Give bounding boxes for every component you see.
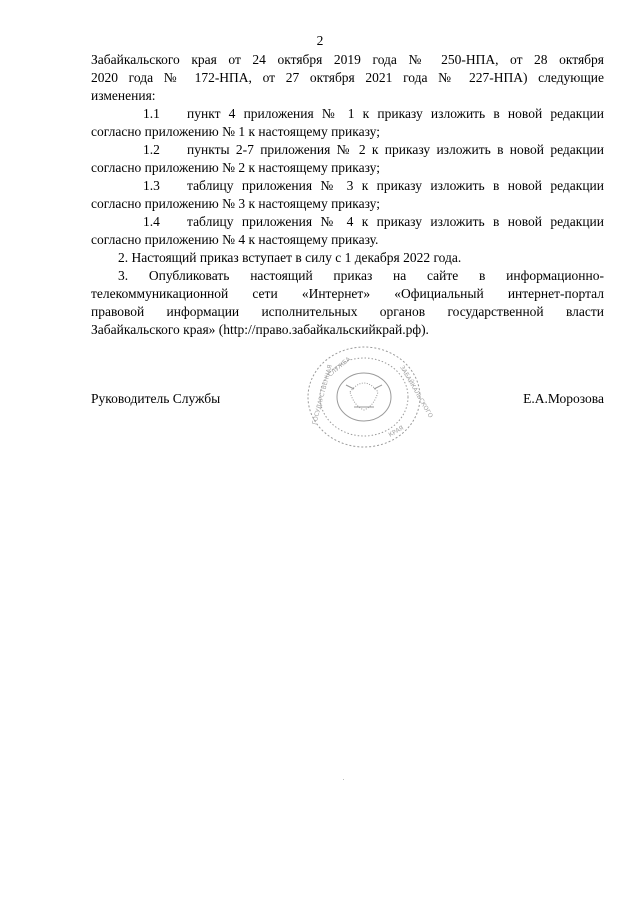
body-line	[91, 231, 604, 249]
body-line	[91, 303, 604, 321]
signatory-position: Руководитель Службы	[91, 391, 221, 406]
line-text: согласно приложению № 1 к настоящему приказу;	[91, 124, 380, 139]
signature-block	[91, 390, 604, 408]
line-text: телекоммуникационной сети «Интернет» «Официальный интернет-портал	[91, 286, 604, 301]
svg-text:СЛУЖБА: СЛУЖБА	[326, 355, 353, 379]
body-line	[91, 105, 604, 123]
page-number: 2	[316, 33, 324, 48]
line-text: таблицу приложения № 3 к приказу изложить в новой редакции	[187, 178, 604, 193]
line-text: 2. Настоящий приказ вступает в силу с 1 декабря 2022 года.	[118, 250, 462, 265]
svg-text:КРАЯ: КРАЯ	[387, 424, 405, 439]
body-line	[91, 213, 604, 231]
line-text: пункты 2-7 приложения № 2 к приказу изложить в новой редакции	[187, 142, 604, 157]
line-text: Забайкальского края от 24 октября 2019 года № 250-НПА, от 28 октября	[91, 52, 604, 67]
svg-text:ЗАБАЙКАЛЬСКОГО: ЗАБАЙКАЛЬСКОГО	[398, 364, 434, 420]
body-line	[91, 141, 604, 159]
line-text: согласно приложению № 2 к настоящему приказу;	[91, 160, 380, 175]
line-text: 2020 года № 172-НПА, от 27 октября 2021 года № 227-НПА) следующие	[91, 70, 604, 85]
item-number: 1.3	[143, 178, 160, 193]
body-line	[91, 177, 604, 195]
body-line	[91, 69, 604, 87]
body-line	[91, 87, 604, 105]
line-text: изменения:	[91, 88, 156, 103]
body-line	[91, 159, 604, 177]
body-line	[91, 249, 604, 267]
body-line	[91, 51, 604, 69]
line-text: согласно приложению № 4 к настоящему приказу.	[91, 232, 379, 247]
body-line	[91, 195, 604, 213]
line-text: правовой информации исполнительных органов государственной власти	[91, 304, 604, 319]
line-text: согласно приложению № 3 к настоящему приказу;	[91, 196, 380, 211]
item-number: 1.1	[143, 106, 160, 121]
scan-speck	[343, 779, 344, 780]
body-line	[91, 285, 604, 303]
body-line	[91, 123, 604, 141]
item-number: 1.4	[143, 214, 160, 229]
svg-text:ГОСУДАРСТВЕННАЯ: ГОСУДАРСТВЕННАЯ	[311, 364, 334, 426]
line-text: пункт 4 приложения № 1 к приказу изложить в новой редакции	[187, 106, 604, 121]
item-number: 1.2	[143, 142, 160, 157]
line-text: 3. Опубликовать настоящий приказ на сайте в информационно-	[118, 268, 604, 283]
body-line	[91, 267, 604, 285]
document-body	[91, 51, 604, 339]
signatory-name: Е.А.Морозова	[523, 391, 604, 406]
line-text: таблицу приложения № 4 к приказу изложить в новой редакции	[187, 214, 604, 229]
line-text: Забайкальского края» (http://право.забайкальскийкрай.рф).	[91, 322, 429, 337]
